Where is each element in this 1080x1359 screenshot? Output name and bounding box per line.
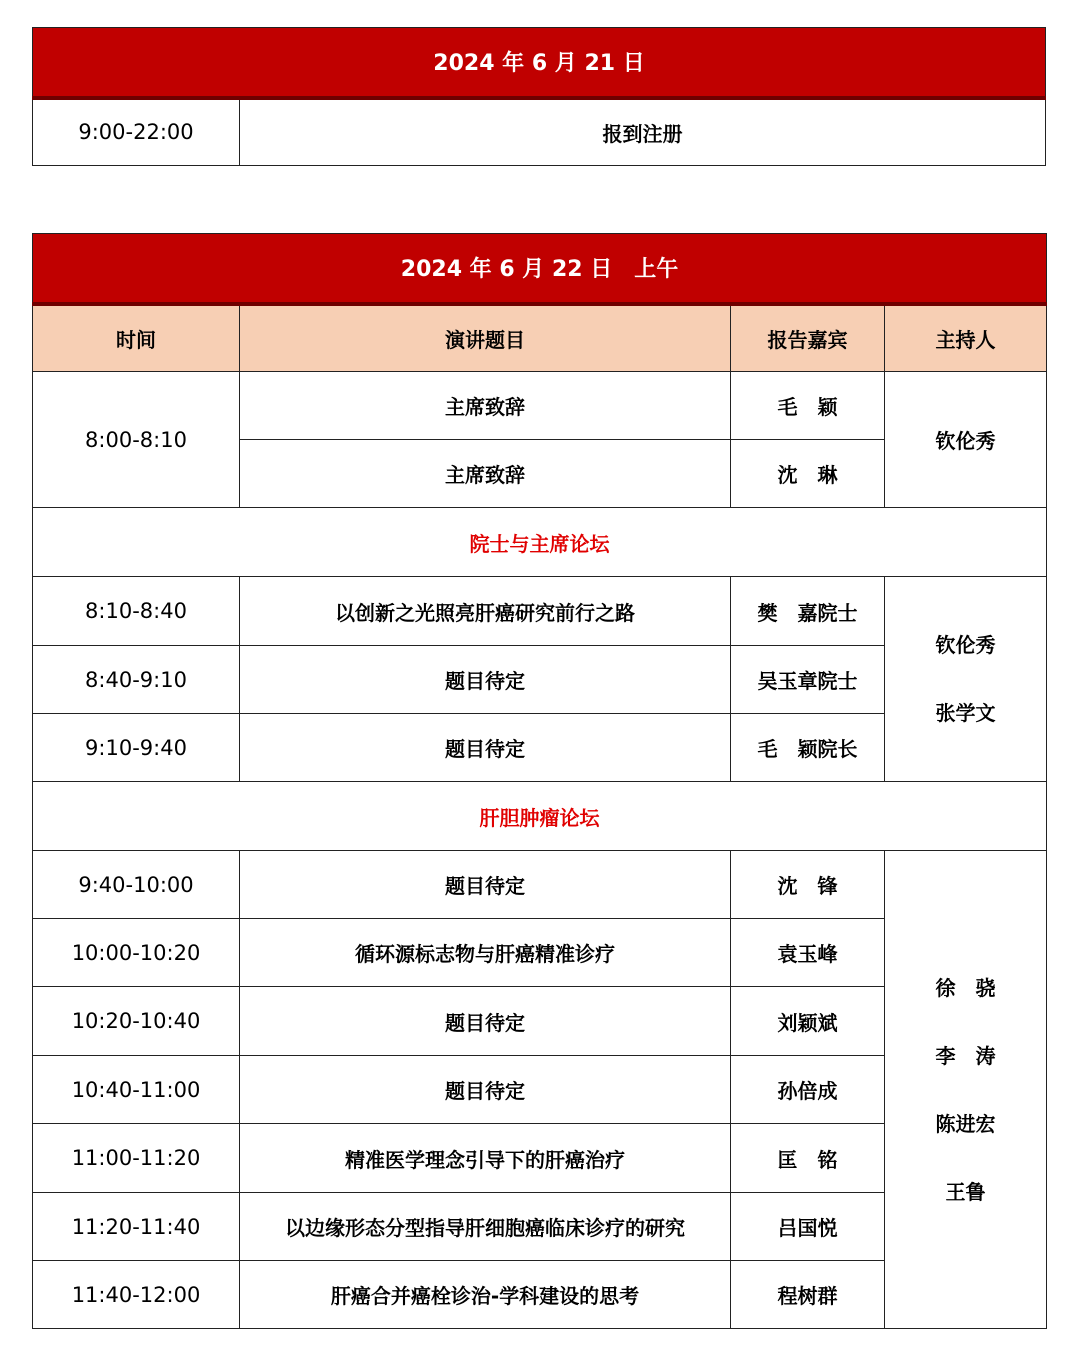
forum2-title: 肝胆肿瘤论坛 bbox=[33, 782, 1047, 851]
day2-table bbox=[32, 233, 1047, 1329]
forum2-speaker: 吕国悦 bbox=[731, 1193, 885, 1261]
forum2-host: 徐 骁 bbox=[935, 975, 996, 1000]
forum2-time: 11:20-11:40 bbox=[33, 1193, 240, 1261]
opening-time: 8:00-8:10 bbox=[33, 372, 240, 508]
opening-speaker: 沈 琳 bbox=[731, 440, 885, 508]
forum2-time: 10:40-11:00 bbox=[33, 1056, 240, 1124]
forum1-title: 院士与主席论坛 bbox=[33, 508, 1047, 577]
forum2-speaker: 匡 铭 bbox=[731, 1124, 885, 1193]
forum2-time: 9:40-10:00 bbox=[33, 851, 240, 919]
forum2-speaker: 沈 锋 bbox=[731, 851, 885, 919]
forum2-topic: 精准医学理念引导下的肝癌治疗 bbox=[240, 1124, 731, 1193]
opening-host: 钦伦秀 bbox=[885, 372, 1047, 508]
forum1-topic: 题目待定 bbox=[240, 646, 731, 714]
forum2-topic: 题目待定 bbox=[240, 851, 731, 919]
forum2-time: 10:20-10:40 bbox=[33, 987, 240, 1056]
forum1-time: 9:10-9:40 bbox=[33, 714, 240, 782]
forum2-speaker: 程树群 bbox=[731, 1261, 885, 1329]
forum1-speaker: 樊 嘉院士 bbox=[731, 577, 885, 646]
forum2-host: 王鲁 bbox=[945, 1179, 986, 1204]
forum2-host: 李 涛 bbox=[935, 1043, 996, 1068]
day1-table bbox=[32, 27, 1046, 166]
forum1-topic: 题目待定 bbox=[240, 714, 731, 782]
forum2-topic: 题目待定 bbox=[240, 1056, 731, 1124]
opening-topic: 主席致辞 bbox=[240, 440, 731, 508]
forum2-topic: 题目待定 bbox=[240, 987, 731, 1056]
forum2-host: 陈进宏 bbox=[935, 1111, 996, 1136]
forum2-hosts bbox=[885, 851, 1047, 1329]
forum1-hosts bbox=[885, 577, 1047, 782]
forum2-speaker: 袁玉峰 bbox=[731, 919, 885, 987]
registration-event: 报到注册 bbox=[240, 98, 1046, 166]
forum2-topic: 肝癌合并癌栓诊治-学科建设的思考 bbox=[240, 1261, 731, 1329]
forum2-time: 10:00-10:20 bbox=[33, 919, 240, 987]
forum1-host: 钦伦秀 bbox=[935, 633, 996, 657]
column-header-time: 时间 bbox=[33, 304, 240, 372]
day1-date-header: 2024 年 6 月 21 日 bbox=[33, 28, 1046, 98]
opening-speaker: 毛 颖 bbox=[731, 372, 885, 440]
forum1-speaker: 毛 颖院长 bbox=[731, 714, 885, 782]
forum2-speaker: 孙倍成 bbox=[731, 1056, 885, 1124]
day2-date-header: 2024 年 6 月 22 日 上午 bbox=[33, 234, 1047, 304]
forum2-time: 11:00-11:20 bbox=[33, 1124, 240, 1193]
registration-time: 9:00-22:00 bbox=[33, 98, 240, 166]
opening-topic: 主席致辞 bbox=[240, 372, 731, 440]
column-header-topic: 演讲题目 bbox=[240, 304, 731, 372]
forum1-host: 张学文 bbox=[935, 701, 996, 725]
forum1-time: 8:10-8:40 bbox=[33, 577, 240, 646]
forum2-time: 11:40-12:00 bbox=[33, 1261, 240, 1329]
column-header-speaker: 报告嘉宾 bbox=[731, 304, 885, 372]
forum2-speaker: 刘颖斌 bbox=[731, 987, 885, 1056]
forum1-speaker: 吴玉章院士 bbox=[731, 646, 885, 714]
forum1-time: 8:40-9:10 bbox=[33, 646, 240, 714]
forum1-topic: 以创新之光照亮肝癌研究前行之路 bbox=[240, 577, 731, 646]
forum2-topic: 以边缘形态分型指导肝细胞癌临床诊疗的研究 bbox=[240, 1193, 731, 1261]
forum2-topic: 循环源标志物与肝癌精准诊疗 bbox=[240, 919, 731, 987]
column-header-host: 主持人 bbox=[885, 304, 1047, 372]
